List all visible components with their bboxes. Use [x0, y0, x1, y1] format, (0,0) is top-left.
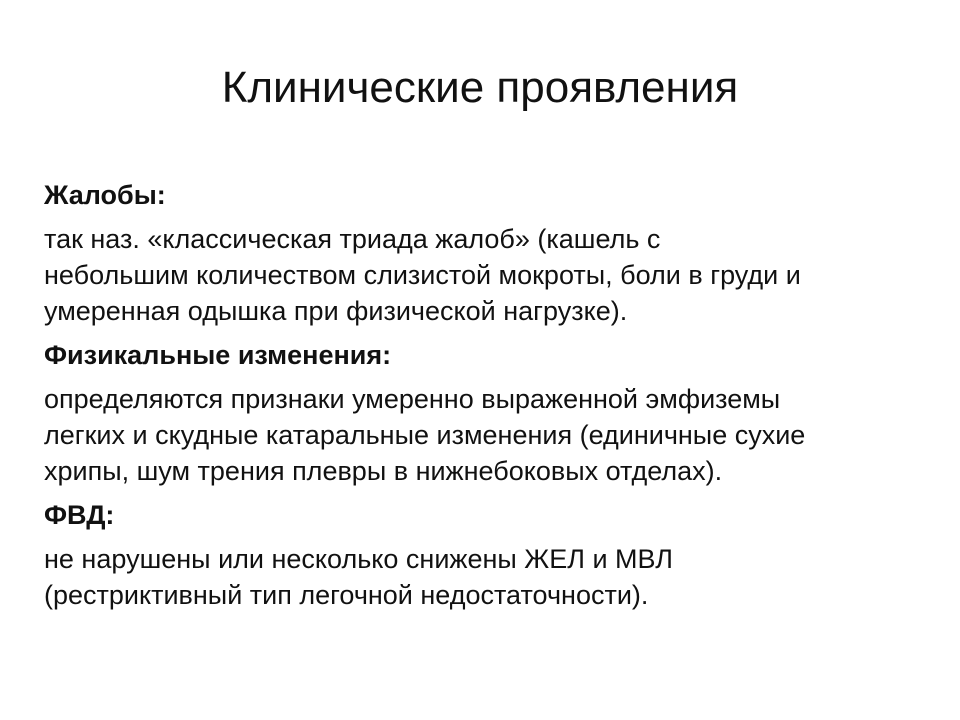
section-complaints	[44, 177, 934, 329]
section-physical-changes	[44, 337, 934, 489]
slide-content	[44, 173, 934, 621]
section-text-line: легких и скудные катаральные изменения (единичные сухие	[44, 420, 806, 450]
section-fvd	[44, 497, 934, 613]
section-text-line: так наз. «классическая триада жалоб» (кашель с	[44, 224, 661, 254]
section-heading-complaints: Жалобы:	[44, 180, 166, 210]
section-text-line: определяются признаки умеренно выраженной эмфиземы	[44, 384, 781, 414]
section-text-line: небольшим количеством слизистой мокроты, боли в груди и	[44, 260, 801, 290]
section-text-line: (рестриктивный тип легочной недостаточности).	[44, 580, 649, 610]
section-heading-fvd: ФВД:	[44, 500, 115, 530]
section-heading-physical-changes: Физикальные изменения:	[44, 340, 392, 370]
slide-title: Клинические проявления	[221, 63, 739, 112]
section-text-line: хрипы, шум трения плевры в нижнебоковых отделах).	[44, 456, 723, 486]
section-text-line: умеренная одышка при физической нагрузке).	[44, 296, 628, 326]
section-text-line: не нарушены или несколько снижены ЖЕЛ и МВЛ	[44, 544, 673, 574]
